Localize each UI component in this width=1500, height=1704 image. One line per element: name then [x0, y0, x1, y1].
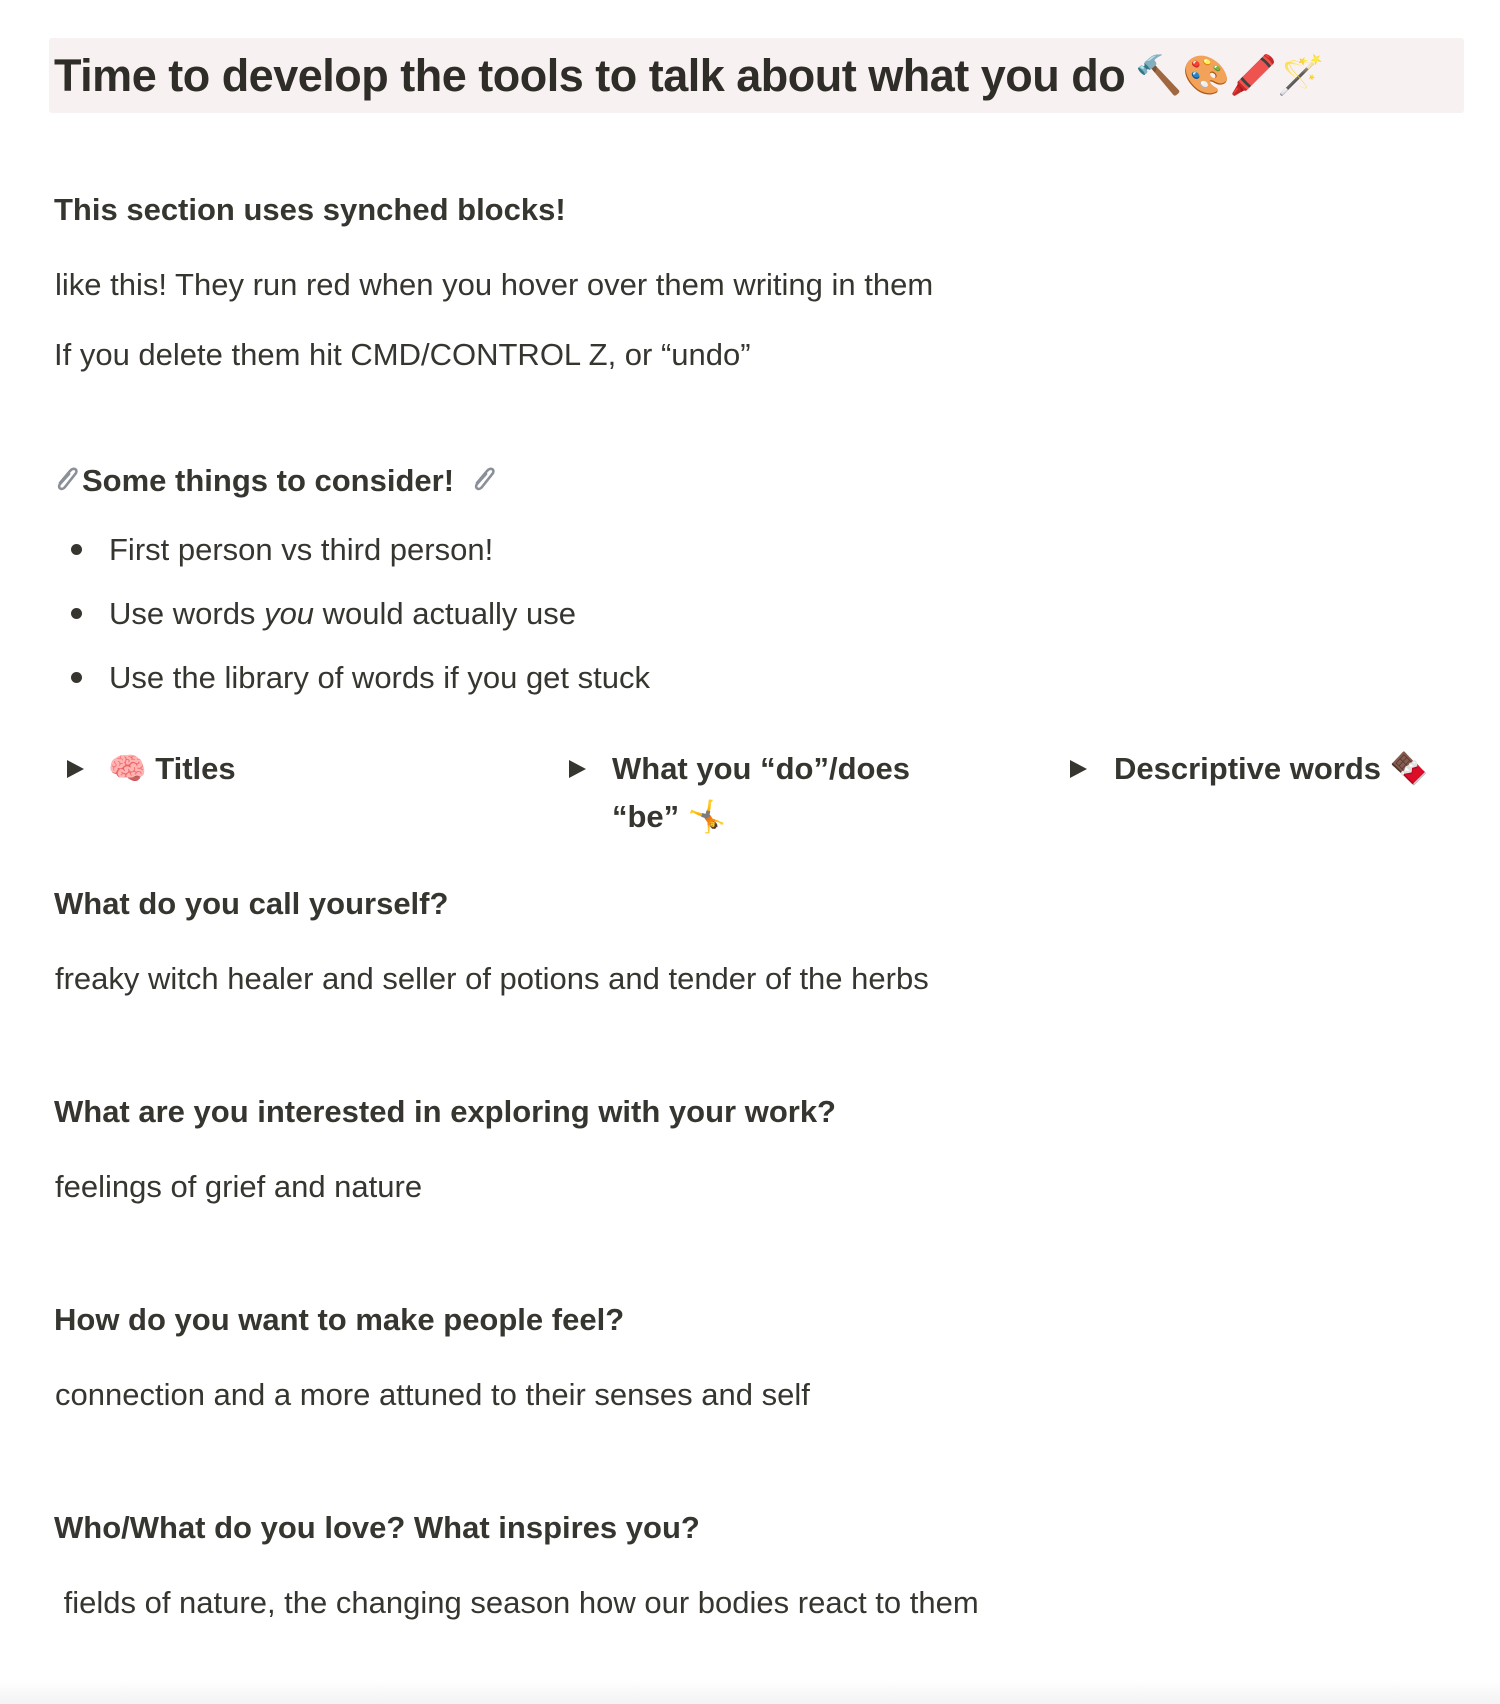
synched-line-1[interactable]: like this! They run red when you hover over them writing in them	[55, 267, 934, 302]
answer-text[interactable]: fields of nature, the changing season how our bodies react to them	[55, 1585, 979, 1620]
list-item[interactable]: First person vs third person!	[109, 532, 494, 567]
question-heading[interactable]: What do you call yourself?	[54, 886, 449, 921]
brain-icon: 🧠	[108, 751, 147, 787]
toggle-what-you-do[interactable]	[612, 745, 910, 841]
list-item[interactable]: Use the library of words if you get stuck	[109, 660, 651, 695]
answer-text[interactable]: connection and a more attuned to their senses and self	[55, 1377, 810, 1412]
chocolate-icon: 🍫	[1389, 751, 1429, 787]
consider-heading-text: Some things to consider!	[82, 463, 455, 498]
list-item-text: would actually use	[322, 596, 576, 631]
page-title-block[interactable]	[49, 38, 1464, 113]
paperclip-icon	[52, 463, 82, 497]
synched-heading[interactable]: This section uses synched blocks!	[54, 192, 566, 227]
synched-line-2[interactable]: If you delete them hit CMD/CONTROL Z, or “undo”	[54, 337, 751, 372]
toggle-titles-label: Titles	[155, 751, 236, 786]
toggle-what-you-do-line2	[612, 793, 910, 841]
toggle-arrow-icon[interactable]	[67, 760, 84, 778]
tools-emoji-icons: 🔨🎨🖍️🪄	[1135, 53, 1325, 97]
cartwheel-icon: 🤸	[687, 799, 727, 835]
toggle-arrow-icon[interactable]	[1070, 760, 1087, 778]
toggle-what-you-do-line1: What you “do”/does	[612, 751, 910, 786]
list-item[interactable]	[109, 596, 576, 632]
list-item-emphasis: you	[264, 596, 315, 631]
question-heading[interactable]: Who/What do you love? What inspires you?	[54, 1510, 700, 1545]
toggle-descriptive-words-label: Descriptive words	[1114, 751, 1382, 786]
toggle-arrow-icon[interactable]	[569, 760, 586, 778]
question-heading[interactable]: How do you want to make people feel?	[54, 1302, 625, 1337]
question-heading[interactable]: What are you interested in exploring with your work?	[54, 1094, 836, 1129]
page-title: Time to develop the tools to talk about what you do	[54, 49, 1126, 101]
answer-text[interactable]: freaky witch healer and seller of potions and tender of the herbs	[55, 961, 929, 996]
paperclip-icon	[469, 463, 499, 497]
toggle-titles[interactable]	[108, 745, 236, 793]
consider-heading[interactable]	[52, 463, 499, 499]
bottom-edge-shade	[0, 1680, 1500, 1704]
bullet-dot	[71, 608, 82, 619]
bullet-dot	[71, 544, 82, 555]
toggle-what-you-do-line2-text: “be”	[612, 799, 680, 834]
bullet-dot	[71, 672, 82, 683]
list-item-text: Use words	[109, 596, 256, 631]
toggle-descriptive-words[interactable]	[1114, 745, 1428, 793]
answer-text[interactable]: feelings of grief and nature	[55, 1169, 423, 1204]
